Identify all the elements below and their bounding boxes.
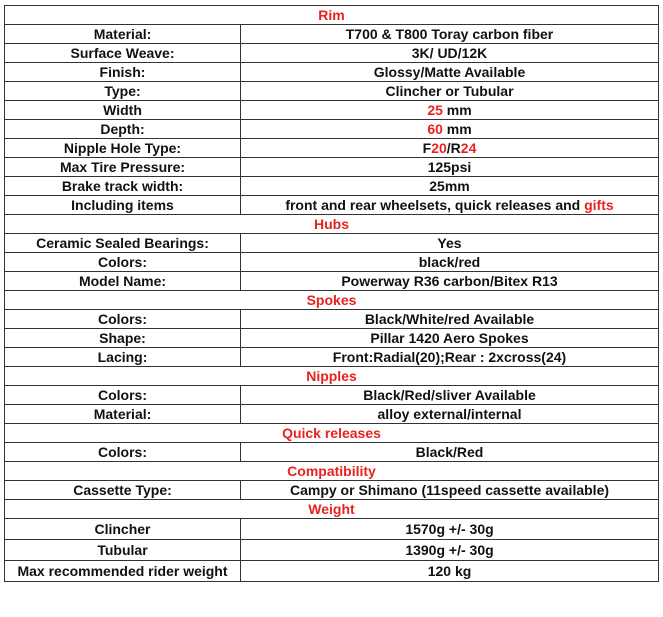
spec-row-bearings bbox=[5, 234, 659, 253]
spec-value bbox=[241, 196, 659, 215]
spec-label: Nipple Hole Type: bbox=[5, 139, 241, 158]
spec-label: Cassette Type: bbox=[5, 481, 241, 500]
spec-label: Lacing: bbox=[5, 348, 241, 367]
spec-label: Surface Weave: bbox=[5, 44, 241, 63]
spec-table bbox=[4, 5, 659, 582]
spec-label: Finish: bbox=[5, 63, 241, 82]
spec-value bbox=[241, 101, 659, 120]
spec-row-cassette bbox=[5, 481, 659, 500]
section-title-hubs: Hubs bbox=[5, 215, 659, 234]
nipple-rear-count: 24 bbox=[460, 140, 477, 156]
spec-value: Yes bbox=[241, 234, 659, 253]
nipple-front-count: 20 bbox=[431, 140, 447, 156]
spec-label: Type: bbox=[5, 82, 241, 101]
including-highlight: gifts bbox=[584, 197, 614, 213]
spec-value: Front:Radial(20);Rear : 2xcross(24) bbox=[241, 348, 659, 367]
spec-value: Powerway R36 carbon/Bitex R13 bbox=[241, 272, 659, 291]
spec-label: Brake track width: bbox=[5, 177, 241, 196]
spec-value bbox=[241, 120, 659, 139]
spec-label: Including items bbox=[5, 196, 241, 215]
section-title-spokes: Spokes bbox=[5, 291, 659, 310]
spec-label: Max recommended rider weight bbox=[5, 561, 241, 582]
spec-row-hub-model bbox=[5, 272, 659, 291]
spec-row-material bbox=[5, 25, 659, 44]
spec-row-max-tire-pressure bbox=[5, 158, 659, 177]
spec-row-depth bbox=[5, 120, 659, 139]
spec-label: Colors: bbox=[5, 386, 241, 405]
section-row-nipples bbox=[5, 367, 659, 386]
spec-row-clincher-weight bbox=[5, 519, 659, 540]
spec-label: Depth: bbox=[5, 120, 241, 139]
spec-row-including-items bbox=[5, 196, 659, 215]
spec-label: Tubular bbox=[5, 540, 241, 561]
spec-label: Ceramic Sealed Bearings: bbox=[5, 234, 241, 253]
section-row-hubs bbox=[5, 215, 659, 234]
spec-value: alloy external/internal bbox=[241, 405, 659, 424]
section-title-nipples: Nipples bbox=[5, 367, 659, 386]
section-title-weight: Weight bbox=[5, 500, 659, 519]
spec-value: Black/White/red Available bbox=[241, 310, 659, 329]
spec-row-nipple-hole bbox=[5, 139, 659, 158]
spec-value: 3K/ UD/12K bbox=[241, 44, 659, 63]
section-row-compatibility bbox=[5, 462, 659, 481]
spec-row-nipple-colors bbox=[5, 386, 659, 405]
spec-label: Colors: bbox=[5, 443, 241, 462]
spec-label: Colors: bbox=[5, 253, 241, 272]
section-row-quick-releases bbox=[5, 424, 659, 443]
spec-label: Colors: bbox=[5, 310, 241, 329]
spec-label: Clincher bbox=[5, 519, 241, 540]
section-row-weight bbox=[5, 500, 659, 519]
section-row-spokes bbox=[5, 291, 659, 310]
width-unit: mm bbox=[442, 102, 472, 118]
spec-label: Material: bbox=[5, 25, 241, 44]
spec-value: 1390g +/- 30g bbox=[241, 540, 659, 561]
spec-value: T700 & T800 Toray carbon fiber bbox=[241, 25, 659, 44]
spec-label: Shape: bbox=[5, 329, 241, 348]
section-row-rim bbox=[5, 6, 659, 25]
spec-row-nipple-material bbox=[5, 405, 659, 424]
spec-row-lacing bbox=[5, 348, 659, 367]
spec-label: Model Name: bbox=[5, 272, 241, 291]
including-text: front and rear wheelsets, quick releases and bbox=[285, 197, 585, 213]
spec-row-tubular-weight bbox=[5, 540, 659, 561]
spec-value: Black/Red bbox=[241, 443, 659, 462]
spec-label: Width bbox=[5, 101, 241, 120]
section-title-quick-releases: Quick releases bbox=[5, 424, 659, 443]
nipple-front-prefix: F bbox=[422, 140, 432, 156]
depth-unit: mm bbox=[442, 121, 472, 137]
spec-row-brake-track bbox=[5, 177, 659, 196]
spec-row-spoke-colors bbox=[5, 310, 659, 329]
spec-label: Max Tire Pressure: bbox=[5, 158, 241, 177]
spec-value: 125psi bbox=[241, 158, 659, 177]
spec-value: black/red bbox=[241, 253, 659, 272]
spec-value: Campy or Shimano (11speed cassette available) bbox=[241, 481, 659, 500]
spec-value: Clincher or Tubular bbox=[241, 82, 659, 101]
depth-number: 60 bbox=[427, 121, 443, 137]
spec-row-qr-colors bbox=[5, 443, 659, 462]
spec-label: Material: bbox=[5, 405, 241, 424]
width-number: 25 bbox=[427, 102, 443, 118]
spec-row-finish bbox=[5, 63, 659, 82]
spec-value: 1570g +/- 30g bbox=[241, 519, 659, 540]
spec-value: 120 kg bbox=[241, 561, 659, 582]
spec-value: Pillar 1420 Aero Spokes bbox=[241, 329, 659, 348]
section-title-compatibility: Compatibility bbox=[5, 462, 659, 481]
spec-row-width bbox=[5, 101, 659, 120]
nipple-rear-prefix: /R bbox=[446, 140, 461, 156]
spec-row-spoke-shape bbox=[5, 329, 659, 348]
spec-row-type bbox=[5, 82, 659, 101]
spec-value: Black/Red/sliver Available bbox=[241, 386, 659, 405]
spec-row-hub-colors bbox=[5, 253, 659, 272]
spec-row-surface-weave bbox=[5, 44, 659, 63]
spec-row-max-rider-weight bbox=[5, 561, 659, 582]
spec-value: Glossy/Matte Available bbox=[241, 63, 659, 82]
section-title-rim: Rim bbox=[5, 6, 659, 25]
spec-value: 25mm bbox=[241, 177, 659, 196]
spec-value bbox=[241, 139, 659, 158]
